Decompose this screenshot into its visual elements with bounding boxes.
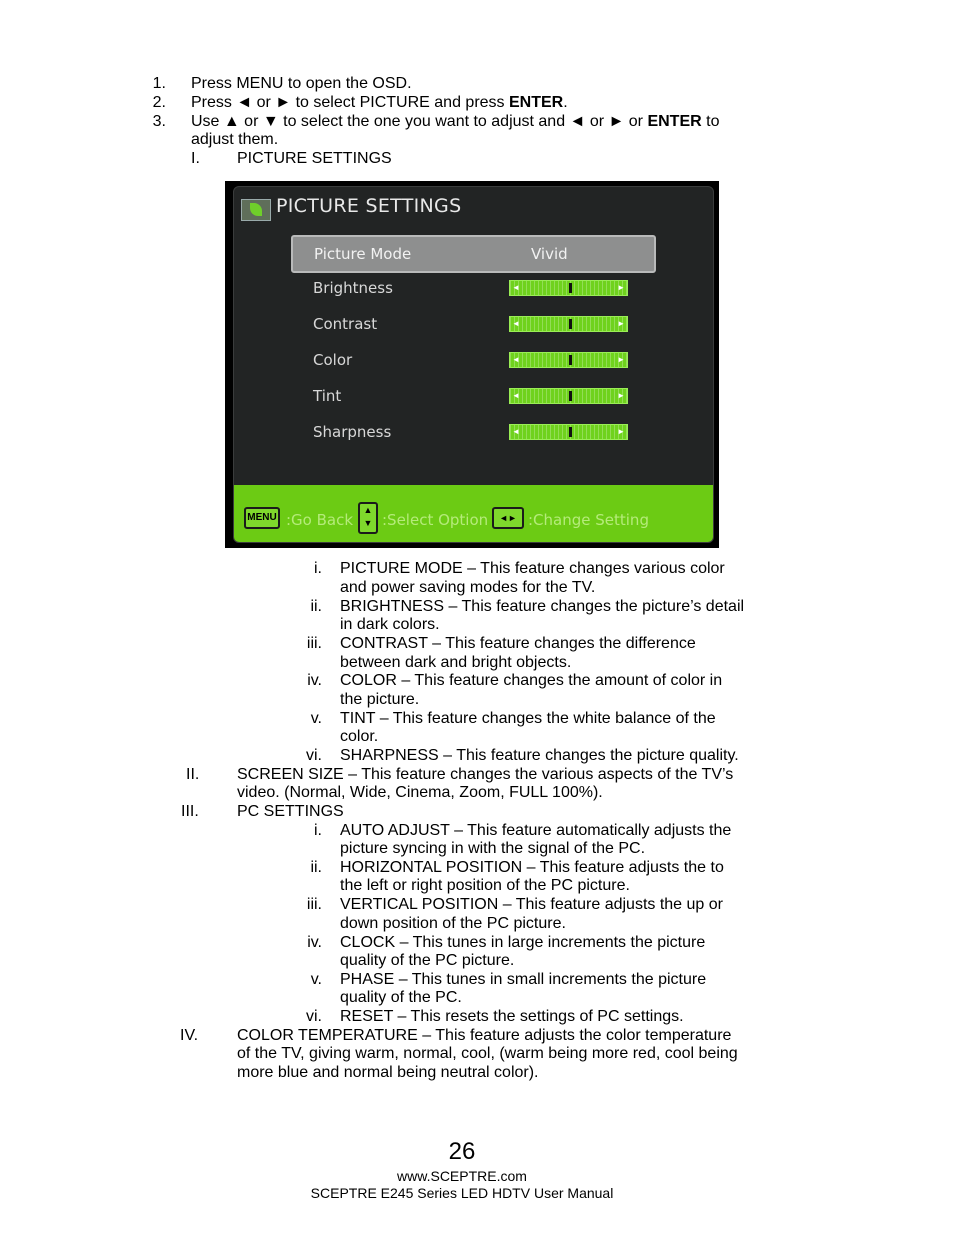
- item-number: iv.: [307, 672, 322, 689]
- section-number: III.: [181, 803, 199, 820]
- item-text: in dark colors.: [340, 616, 440, 633]
- section-title: PC SETTINGS: [237, 803, 344, 820]
- item-text: CLOCK – This tunes in large increments the picture: [340, 934, 706, 951]
- change-setting-label: :Change Setting: [528, 511, 649, 529]
- section-text: of the TV, giving warm, normal, cool, (warm being more red, cool being: [237, 1045, 738, 1062]
- brightness-slider: ◄ ►: [509, 280, 628, 296]
- contrast-slider: ◄ ►: [509, 316, 628, 332]
- item-text: CONTRAST – This feature changes the difference: [340, 635, 696, 652]
- picture-settings-icon: [241, 199, 271, 221]
- item-text: AUTO ADJUST – This feature automatically adjusts the: [340, 822, 732, 839]
- osd-title: PICTURE SETTINGS: [276, 195, 462, 217]
- item-text: color.: [340, 728, 379, 745]
- item-number: i.: [314, 560, 322, 577]
- item-text: picture syncing in with the signal of the PC.: [340, 840, 646, 857]
- step-number: 2.: [152, 94, 166, 111]
- picture-mode-label: Picture Mode: [314, 245, 412, 263]
- item-text: down position of the PC picture.: [340, 915, 566, 932]
- color-label: Color: [313, 351, 353, 369]
- section-text: more blue and normal being neutral color).: [237, 1064, 539, 1081]
- color-slider: ◄ ►: [509, 352, 628, 368]
- item-number: iii.: [306, 635, 322, 652]
- item-number: iv.: [307, 934, 322, 951]
- item-text: BRIGHTNESS – This feature changes the picture’s detail: [340, 598, 745, 615]
- item-text: between dark and bright objects.: [340, 654, 572, 671]
- step-text-continued: adjust them.: [191, 131, 279, 148]
- item-text: HORIZONTAL POSITION – This feature adjusts the to: [340, 859, 724, 876]
- menu-key-icon: MENU: [244, 507, 280, 529]
- step-number: 3.: [152, 113, 166, 130]
- osd-screenshot: [225, 181, 719, 548]
- section-number: II.: [186, 766, 200, 783]
- item-number: ii.: [310, 598, 322, 615]
- item-number: vi.: [306, 1008, 322, 1025]
- brightness-label: Brightness: [313, 279, 393, 297]
- item-number: v.: [310, 971, 322, 988]
- item-text: the picture.: [340, 691, 420, 708]
- osd-panel: [233, 186, 714, 543]
- item-number: vi.: [306, 747, 322, 764]
- item-text: and power saving modes for the TV.: [340, 579, 596, 596]
- manual-title: SCEPTRE E245 Series LED HDTV User Manual: [310, 1185, 614, 1201]
- page-number: 26: [448, 1138, 476, 1165]
- item-text: quality of the PC picture.: [340, 952, 515, 969]
- item-text: PHASE – This tunes in small increments the picture: [340, 971, 707, 988]
- section-text: COLOR TEMPERATURE – This feature adjusts the color temperature: [237, 1027, 732, 1044]
- item-text: SHARPNESS – This feature changes the picture quality.: [340, 747, 739, 764]
- step-number: 1.: [152, 75, 166, 92]
- item-text: TINT – This feature changes the white balance of the: [340, 710, 716, 727]
- item-number: i.: [314, 822, 322, 839]
- up-down-icon: ▲ ▼: [358, 502, 378, 534]
- picture-mode-value: Vivid: [531, 245, 568, 263]
- section-number: I.: [191, 150, 200, 167]
- item-number: v.: [310, 710, 322, 727]
- item-text: the left or right position of the PC picture.: [340, 877, 630, 894]
- sharpness-slider: ◄ ►: [509, 424, 628, 440]
- item-text: COLOR – This feature changes the amount of color in: [340, 672, 723, 689]
- select-option-label: :Select Option: [382, 511, 489, 529]
- item-text: VERTICAL POSITION – This feature adjusts the up or: [340, 896, 723, 913]
- picture-mode-row: [291, 235, 656, 273]
- tint-slider: ◄ ►: [509, 388, 628, 404]
- website: www.SCEPTRE.com: [397, 1168, 527, 1184]
- sharpness-label: Sharpness: [313, 423, 392, 441]
- section-text: video. (Normal, Wide, Cinema, Zoom, FULL 100%).: [237, 784, 603, 801]
- go-back-label: :Go Back: [286, 511, 354, 529]
- section-title: PICTURE SETTINGS: [237, 150, 392, 167]
- step-text: Press ◄ or ► to select PICTURE and press ENTER.: [191, 94, 568, 111]
- item-text: PICTURE MODE – This feature changes various color: [340, 560, 725, 577]
- item-number: ii.: [310, 859, 322, 876]
- step-text: Use ▲ or ▼ to select the one you want to adjust and ◄ or ► or ENTER to: [191, 113, 720, 130]
- item-number: iii.: [306, 896, 322, 913]
- section-text: SCREEN SIZE – This feature changes the various aspects of the TV’s: [237, 766, 734, 783]
- contrast-label: Contrast: [313, 315, 378, 333]
- item-text: RESET – This resets the settings of PC settings.: [340, 1008, 684, 1025]
- section-number: IV.: [180, 1027, 199, 1044]
- left-right-icon: ◄►: [492, 507, 524, 529]
- tint-label: Tint: [313, 387, 342, 405]
- step-text: Press MENU to open the OSD.: [191, 75, 412, 92]
- osd-footer: [234, 485, 713, 542]
- item-text: quality of the PC.: [340, 989, 462, 1006]
